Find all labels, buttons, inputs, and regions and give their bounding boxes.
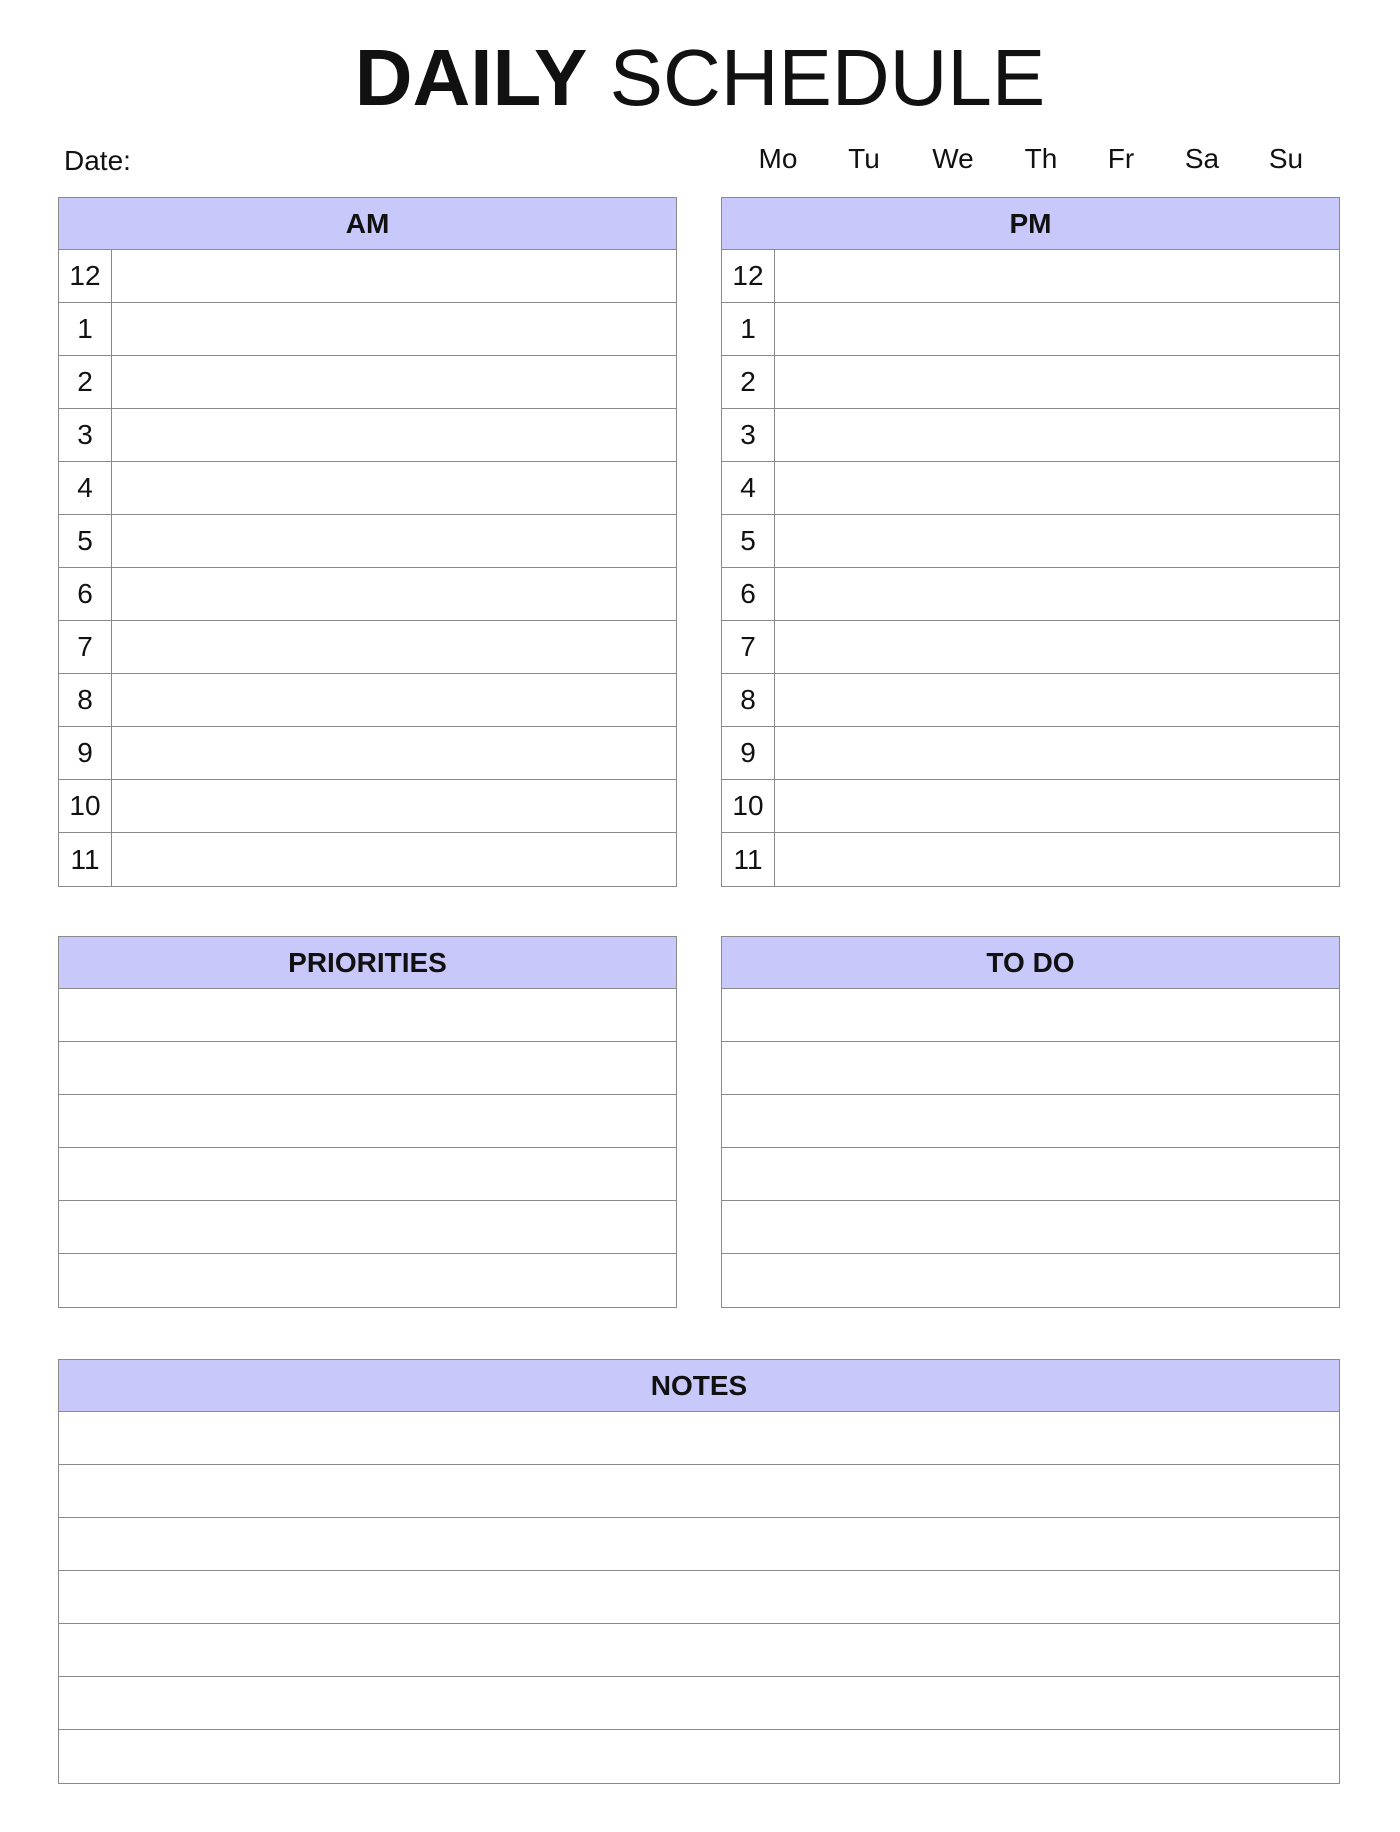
notes-line[interactable] bbox=[59, 1412, 1339, 1465]
todo-rows bbox=[722, 989, 1339, 1307]
schedule-entry-cell[interactable] bbox=[112, 462, 676, 514]
table-row bbox=[59, 780, 676, 833]
day-mo[interactable]: Mo bbox=[758, 143, 798, 174]
priority-line[interactable] bbox=[59, 1095, 676, 1148]
table-row bbox=[722, 568, 1339, 621]
table-row bbox=[59, 515, 676, 568]
hour-label: 1 bbox=[59, 303, 112, 355]
schedule-entry-cell[interactable] bbox=[775, 674, 1339, 726]
day-th[interactable]: Th bbox=[1024, 143, 1058, 174]
notes-line[interactable] bbox=[59, 1677, 1339, 1730]
hour-label: 6 bbox=[59, 568, 112, 620]
table-row bbox=[59, 621, 676, 674]
hour-label: 3 bbox=[722, 409, 775, 461]
table-row bbox=[59, 727, 676, 780]
table-row bbox=[59, 674, 676, 727]
notes-line[interactable] bbox=[59, 1518, 1339, 1571]
table-row bbox=[722, 621, 1339, 674]
hour-label: 5 bbox=[722, 515, 775, 567]
schedule-entry-cell[interactable] bbox=[775, 409, 1339, 461]
priorities-header: PRIORITIES bbox=[59, 937, 676, 989]
table-row bbox=[722, 303, 1339, 356]
table-row bbox=[722, 727, 1339, 780]
hour-label: 9 bbox=[722, 727, 775, 779]
priority-line[interactable] bbox=[59, 989, 676, 1042]
hour-label: 11 bbox=[59, 833, 112, 886]
day-fr[interactable]: Fr bbox=[1107, 143, 1135, 174]
schedule-entry-cell[interactable] bbox=[112, 568, 676, 620]
priority-line[interactable] bbox=[59, 1254, 676, 1307]
todo-line[interactable] bbox=[722, 989, 1339, 1042]
table-row bbox=[722, 780, 1339, 833]
todo-line[interactable] bbox=[722, 1148, 1339, 1201]
day-tu[interactable]: Tu bbox=[848, 143, 880, 174]
schedule-entry-cell[interactable] bbox=[112, 780, 676, 832]
hour-label: 8 bbox=[722, 674, 775, 726]
pm-rows bbox=[722, 250, 1339, 886]
schedule-entry-cell[interactable] bbox=[112, 303, 676, 355]
todo-line[interactable] bbox=[722, 1042, 1339, 1095]
hour-label: 12 bbox=[59, 250, 112, 302]
table-row bbox=[722, 515, 1339, 568]
schedule-entry-cell[interactable] bbox=[775, 833, 1339, 886]
page-title bbox=[0, 30, 1400, 126]
hour-label: 6 bbox=[722, 568, 775, 620]
hour-label: 7 bbox=[59, 621, 112, 673]
todo-line[interactable] bbox=[722, 1095, 1339, 1148]
table-row bbox=[722, 409, 1339, 462]
priorities-rows bbox=[59, 989, 676, 1307]
table-row bbox=[722, 462, 1339, 515]
hour-label: 8 bbox=[59, 674, 112, 726]
day-sa[interactable]: Sa bbox=[1184, 143, 1220, 174]
priority-line[interactable] bbox=[59, 1148, 676, 1201]
schedule-entry-cell[interactable] bbox=[112, 674, 676, 726]
hour-label: 4 bbox=[59, 462, 112, 514]
table-row bbox=[59, 356, 676, 409]
priority-line[interactable] bbox=[59, 1042, 676, 1095]
notes-table bbox=[58, 1359, 1340, 1784]
schedule-entry-cell[interactable] bbox=[112, 515, 676, 567]
schedule-entry-cell[interactable] bbox=[112, 356, 676, 408]
notes-line[interactable] bbox=[59, 1730, 1339, 1783]
hour-label: 12 bbox=[722, 250, 775, 302]
hour-label: 4 bbox=[722, 462, 775, 514]
hour-label: 9 bbox=[59, 727, 112, 779]
title-bold: DAILY bbox=[354, 33, 588, 122]
am-rows bbox=[59, 250, 676, 886]
day-su[interactable]: Su bbox=[1268, 143, 1304, 174]
pm-header: PM bbox=[722, 198, 1339, 250]
schedule-entry-cell[interactable] bbox=[112, 833, 676, 886]
hour-label: 11 bbox=[722, 833, 775, 886]
schedule-entry-cell[interactable] bbox=[775, 356, 1339, 408]
todo-table bbox=[721, 936, 1340, 1308]
table-row bbox=[722, 833, 1339, 886]
table-row bbox=[59, 462, 676, 515]
priority-line[interactable] bbox=[59, 1201, 676, 1254]
notes-line[interactable] bbox=[59, 1624, 1339, 1677]
table-row bbox=[722, 250, 1339, 303]
schedule-entry-cell[interactable] bbox=[775, 303, 1339, 355]
schedule-entry-cell[interactable] bbox=[775, 621, 1339, 673]
am-header: AM bbox=[59, 198, 676, 250]
date-label: Date: bbox=[64, 145, 131, 176]
schedule-entry-cell[interactable] bbox=[112, 727, 676, 779]
title-light: SCHEDULE bbox=[609, 33, 1046, 122]
hour-label: 3 bbox=[59, 409, 112, 461]
todo-line[interactable] bbox=[722, 1201, 1339, 1254]
table-row bbox=[722, 356, 1339, 409]
hour-label: 5 bbox=[59, 515, 112, 567]
hour-label: 1 bbox=[722, 303, 775, 355]
day-we[interactable]: We bbox=[932, 143, 974, 174]
hour-label: 2 bbox=[722, 356, 775, 408]
todo-line[interactable] bbox=[722, 1254, 1339, 1307]
hour-label: 10 bbox=[722, 780, 775, 832]
schedule-entry-cell[interactable] bbox=[112, 409, 676, 461]
todo-header: TO DO bbox=[722, 937, 1339, 989]
schedule-entry-cell[interactable] bbox=[112, 621, 676, 673]
table-row bbox=[722, 674, 1339, 727]
weekday-selector bbox=[0, 143, 1400, 179]
notes-header: NOTES bbox=[59, 1360, 1339, 1412]
table-row bbox=[59, 303, 676, 356]
notes-rows bbox=[59, 1412, 1339, 1783]
schedule-entry-cell[interactable] bbox=[775, 780, 1339, 832]
table-row bbox=[59, 568, 676, 621]
schedule-entry-cell[interactable] bbox=[112, 250, 676, 302]
pm-schedule-table bbox=[721, 197, 1340, 887]
table-row bbox=[59, 409, 676, 462]
am-schedule-table bbox=[58, 197, 677, 887]
table-row bbox=[59, 833, 676, 886]
schedule-entry-cell[interactable] bbox=[775, 727, 1339, 779]
notes-line[interactable] bbox=[59, 1571, 1339, 1624]
table-row bbox=[59, 250, 676, 303]
schedule-entry-cell[interactable] bbox=[775, 250, 1339, 302]
schedule-entry-cell[interactable] bbox=[775, 515, 1339, 567]
hour-label: 2 bbox=[59, 356, 112, 408]
schedule-entry-cell[interactable] bbox=[775, 568, 1339, 620]
hour-label: 10 bbox=[59, 780, 112, 832]
notes-line[interactable] bbox=[59, 1465, 1339, 1518]
schedule-entry-cell[interactable] bbox=[775, 462, 1339, 514]
priorities-table bbox=[58, 936, 677, 1308]
hour-label: 7 bbox=[722, 621, 775, 673]
